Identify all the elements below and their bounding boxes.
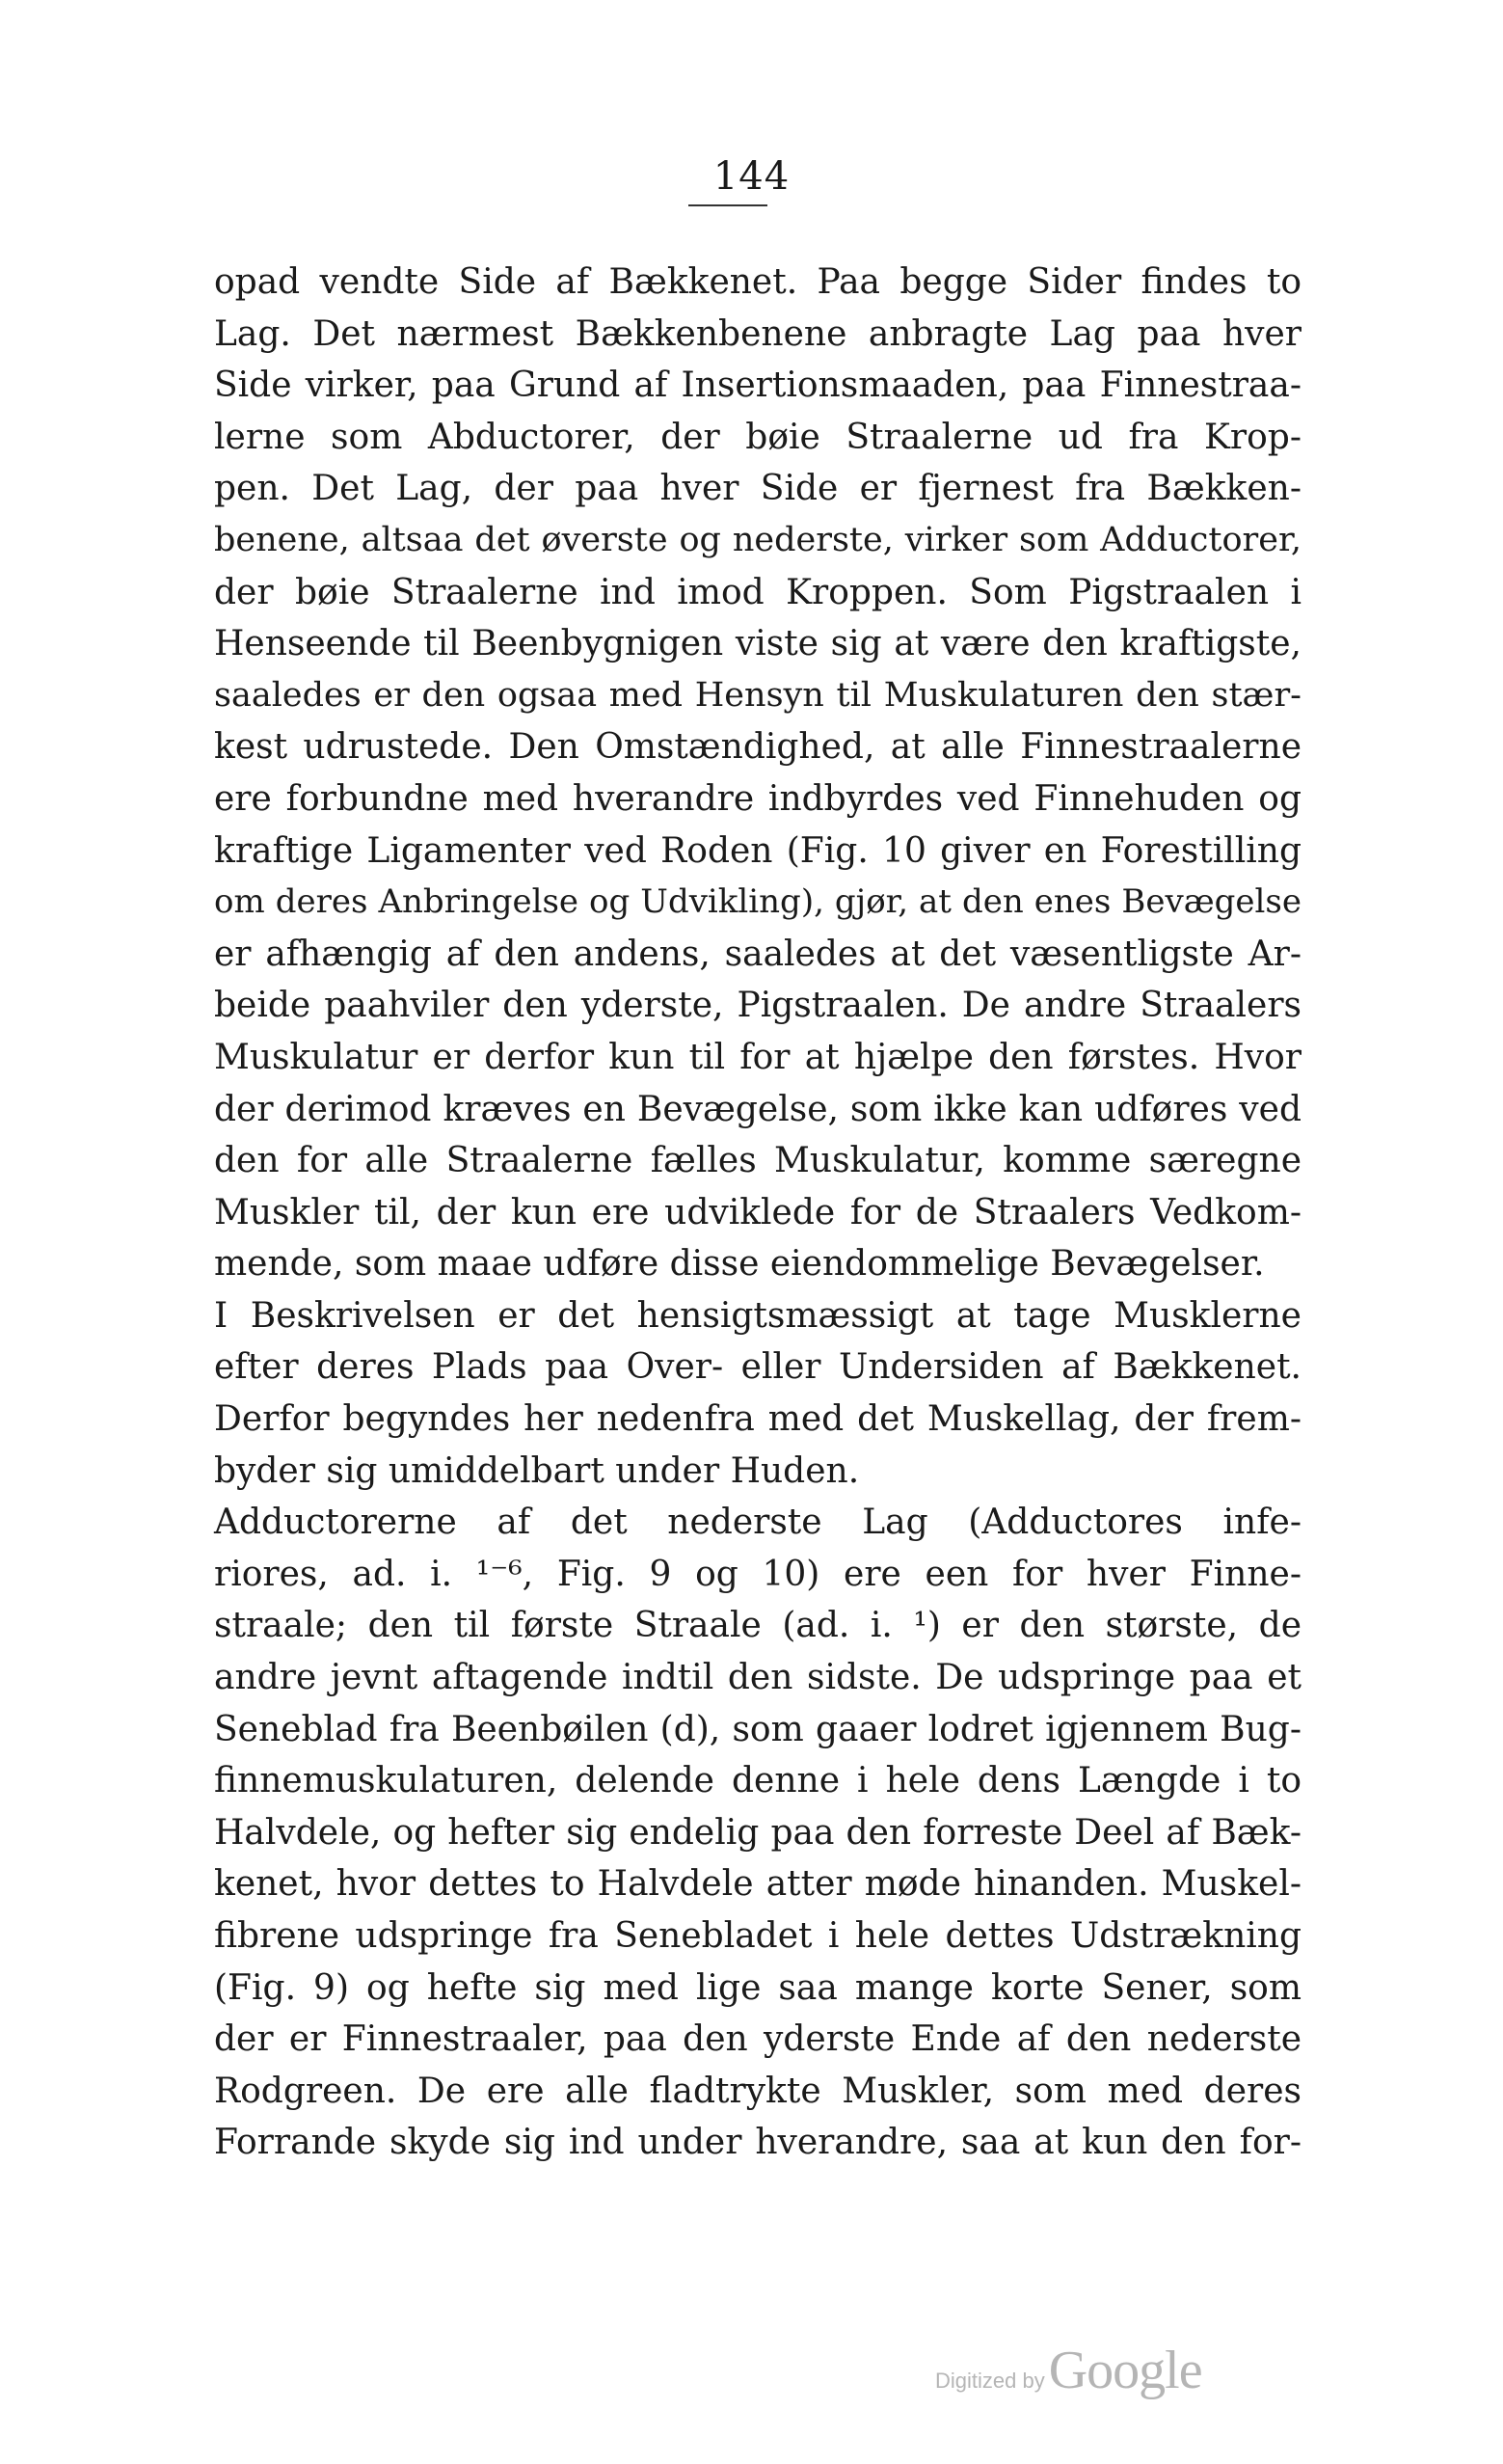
text-line: finnemuskulaturen, delende denne i hele dens Længde i to: [214, 1761, 1302, 1801]
text-line: Muskler til, der kun ere udviklede for de Straalers Vedkom-: [214, 1192, 1302, 1232]
text-line: kest udrustede. Den Omstændighed, at alle Finnestraalerne: [214, 727, 1302, 768]
text-line: der er Finnestraaler, paa den yderste Ende af den nederste: [214, 2019, 1302, 2060]
text-line: om deres Anbringelse og Udvikling), gjør, at den enes Bevægelse: [214, 882, 1302, 922]
text-line: Henseende til Beenbygnigen viste sig at være den kraftigste,: [214, 624, 1302, 664]
text-line: Lag. Det nærmest Bækkenbenene anbragte Lag paa hver: [214, 313, 1302, 354]
text-line: mende, som maae udføre disse eiendommelige Bevægelser.: [214, 1244, 1265, 1285]
text-line: andre jevnt aftagende indtil den sidste. De udspringe paa et: [214, 1658, 1302, 1698]
text-line: riores, ad. i. ¹⁻⁶, Fig. 9 og 10) ere een for hver Finne-: [214, 1554, 1302, 1594]
text-line: kraftige Ligamenter ved Roden (Fig. 10 giver en Forestilling: [214, 830, 1302, 871]
text-line: Adductorerne af det nederste Lag (Adductores infe-: [214, 1503, 1302, 1543]
watermark-prefix: Digitized by: [935, 2369, 1045, 2393]
text-line: Muskulatur er derfor kun til for at hjælpe den førstes. Hvor: [214, 1037, 1302, 1077]
text-line: byder sig umiddelbart under Huden.: [214, 1450, 860, 1491]
text-line: opad vendte Side af Bækkenet. Paa begge Sider findes to: [214, 262, 1302, 302]
page-number: 144: [712, 154, 791, 199]
text-line: Derfor begyndes her nedenfra med det Muskellag, der frem-: [214, 1399, 1302, 1440]
text-line: pen. Det Lag, der paa hver Side er fjernest fra Bækken-: [214, 469, 1302, 509]
text-line: kenet, hvor dettes to Halvdele atter møde hinanden. Muskel-: [214, 1864, 1302, 1905]
text-line: Side virker, paa Grund af Insertionsmaaden, paa Finnestraa-: [214, 366, 1302, 406]
text-line: ere forbundne med hverandre indbyrdes ved Finnehuden og: [214, 778, 1302, 819]
text-line: Halvdele, og hefter sig endelig paa den forreste Deel af Bæk-: [214, 1812, 1302, 1853]
text-line: Seneblad fra Beenbøilen (d), som gaaer lodret igjennem Bug-: [214, 1709, 1302, 1749]
digitized-by-google-watermark: [935, 2340, 1253, 2400]
page-number-rule: [688, 204, 767, 206]
text-line: benene, altsaa det øverste og nederste, virker som Adductorer,: [214, 520, 1302, 559]
text-line: fibrene udspringe fra Senebladet i hele dettes Udstrækning: [214, 1916, 1302, 1956]
text-line: saaledes er den ogsaa med Hensyn til Muskulaturen den stær-: [214, 675, 1302, 715]
text-line: er afhængig af den andens, saaledes at det væsentligste Ar-: [214, 934, 1302, 974]
text-line: beide paahviler den yderste, Pigstraalen. De andre Straalers: [214, 986, 1302, 1026]
text-line: lerne som Abductorer, der bøie Straalerne ud fra Krop-: [214, 417, 1302, 457]
text-line: (Fig. 9) og hefte sig med lige saa mange korte Sener, som: [214, 1967, 1302, 2008]
text-line: I Beskrivelsen er det hensigtsmæssigt at tage Musklerne: [214, 1295, 1302, 1336]
text-line: der derimod kræves en Bevægelse, som ikke kan udføres ved: [214, 1089, 1302, 1129]
text-line: der bøie Straalerne ind imod Kroppen. Som Pigstraalen i: [214, 572, 1302, 612]
text-line: Rodgreen. De ere alle fladtrykte Muskler, som med deres: [214, 2071, 1302, 2111]
body-text: [214, 257, 1302, 2169]
text-line: efter deres Plads paa Over- eller Undersiden af Bækkenet.: [214, 1347, 1302, 1388]
watermark-brand: Google: [1048, 2341, 1202, 2400]
text-line: straale; den til første Straale (ad. i. ¹) er den største, de: [214, 1606, 1302, 1646]
text-line: den for alle Straalerne fælles Muskulatur, komme særegne: [214, 1141, 1302, 1181]
text-line: Forrande skyde sig ind under hverandre, saa at kun den for-: [214, 2123, 1302, 2163]
